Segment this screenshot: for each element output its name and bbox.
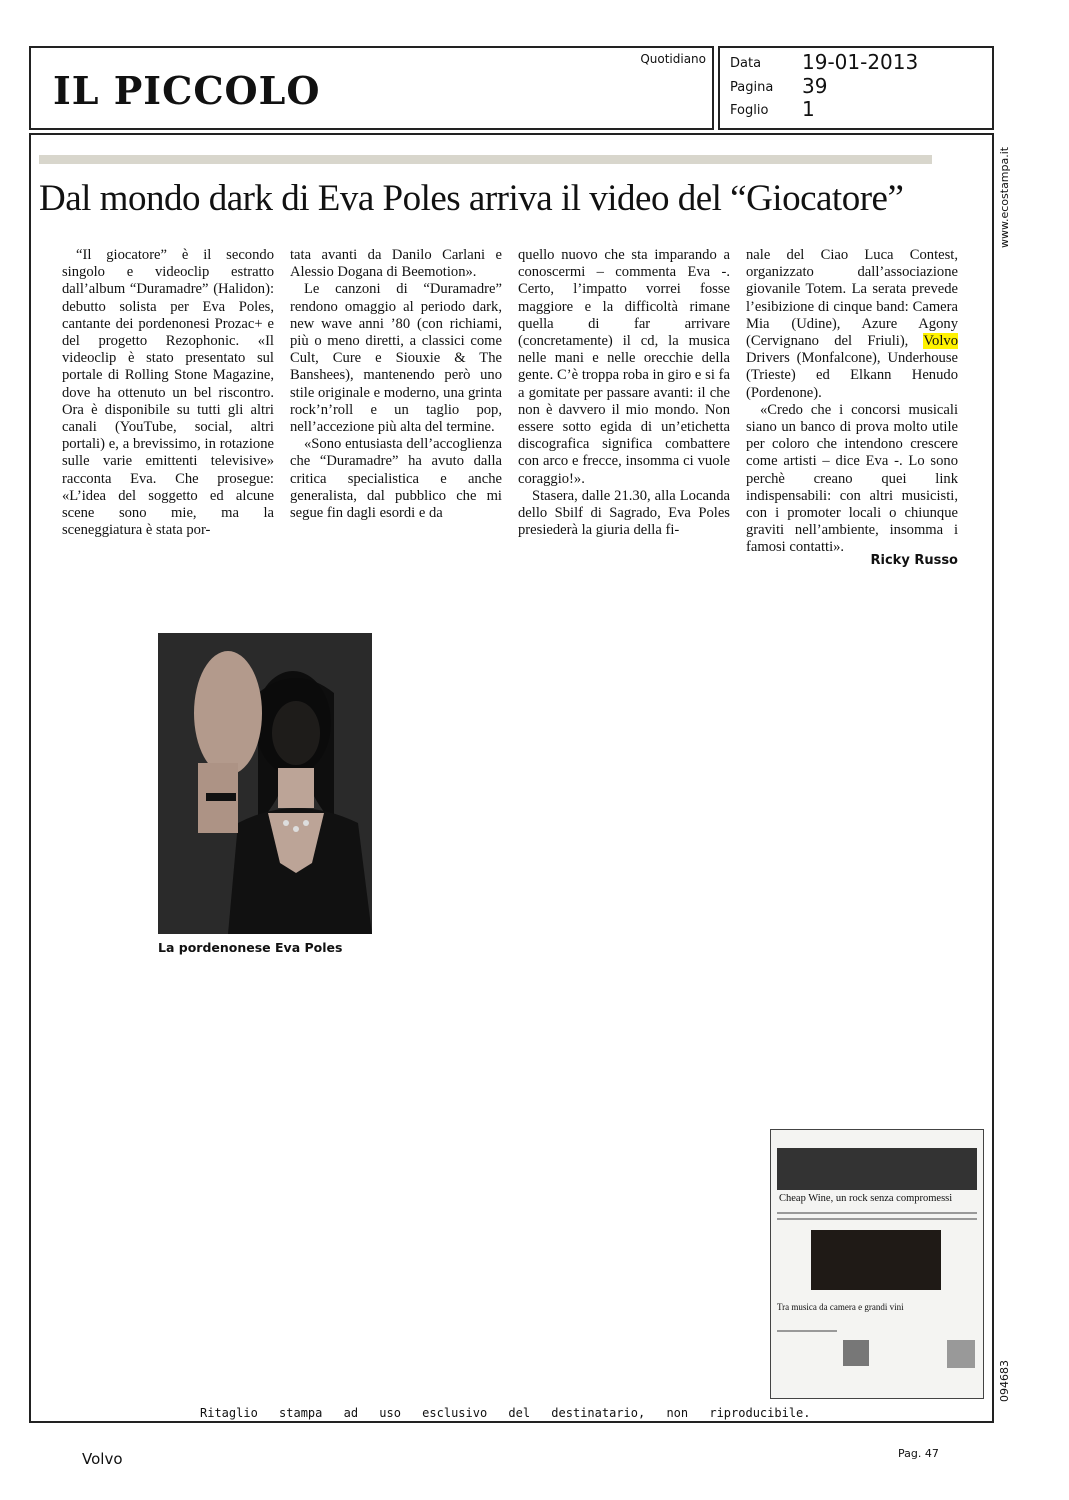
thumb-portrait — [843, 1340, 869, 1366]
photo-caption: La pordenonese Eva Poles — [158, 940, 343, 955]
footer-page-number: Pag. 47 — [898, 1447, 939, 1460]
publication-type: Quotidiano — [640, 52, 706, 66]
article-headline: Dal mondo dark di Eva Poles arriva il video del “Giocatore” — [39, 178, 904, 219]
paragraph: tata avanti da Danilo Carlani e Alessio Dogana di Beemotion». — [290, 247, 502, 281]
paragraph: Le canzoni di “Duramadre” rendono omaggio al periodo dark, new wave anni ’80 (con richiami, più o meno diretti, a classici come Cult, Cure e Siouxie & The Banshees), mantenendo però uno stile originale e moderno, una grinta rock’n’roll e un taglio pop, nell’accezione più alta del termine. — [290, 281, 502, 436]
thumb-headline: Cheap Wine, un rock senza compromessi — [779, 1193, 953, 1204]
meta-page — [730, 74, 828, 98]
meta-sheet — [730, 97, 815, 121]
paragraph: «Credo che i concorsi musicali siano un banco di prova molto utile per coloro che intendono crescere come artisti – dice Eva -. Lo sono perchè creano quei link indispensabili: con altri musicisti, con i promoter locali o chiunque graviti nell’ambiente, insomma i famosi contatti». — [746, 401, 958, 556]
meta-sheet-value: 1 — [802, 97, 815, 121]
thumb-text-line — [777, 1212, 977, 1214]
article-column-4 — [746, 247, 958, 557]
meta-page-label: Pagina — [730, 80, 774, 95]
thumb-subhead: Tra musica da camera e grandi vini — [777, 1302, 904, 1312]
meta-panel — [718, 46, 994, 130]
article-column-2 — [290, 247, 502, 522]
meta-sheet-label: Foglio — [730, 103, 769, 118]
thumb-block — [777, 1148, 977, 1190]
article-clipping — [29, 133, 994, 1423]
top-rule — [39, 155, 932, 164]
newspaper-logo: IL PICCOLO — [53, 68, 321, 113]
article-photo — [158, 633, 372, 934]
paragraph: Stasera, dalle 21.30, alla Locanda dello Sbilf di Sagrado, Eva Poles presiederà la giuria della fi- — [518, 487, 730, 539]
thumb-photo — [811, 1230, 941, 1290]
thumb-text-line — [777, 1218, 977, 1220]
clipping-notice: Ritaglio stampa ad uso esclusivo del destinatario, non riproducibile. — [200, 1406, 811, 1420]
meta-page-value: 39 — [802, 74, 828, 98]
paragraph: nale del Ciao Luca Contest, organizzato dall’associazione giovanile Totem. La serata prevede l’esibizione di cinque band: Camera Mia (Udine), Azure Agony (Cervignano del Friuli), Volvo Drivers (Monfalcone), Underhouse (Trieste) ed Elkann Henudo (Pordenone). — [746, 247, 958, 401]
article-author: Ricky Russo — [870, 553, 958, 568]
thumb-portrait — [947, 1340, 975, 1368]
article-column-1 — [62, 247, 274, 539]
side-code: 094683 — [998, 1360, 1011, 1402]
article-column-3 — [518, 247, 730, 539]
masthead — [29, 46, 714, 130]
paragraph: quello nuovo che sta imparando a conoscermi – commenta Eva -. Certo, l’impatto vorrei fosse maggiore e la difficoltà rimane quella di far arrivare (concretamente) il cd, la musica nelle mani e nelle orecchie della gente. C’è troppa roba in giro e si fa a gomitate per passare avanti: il che non è davvero il mio mondo. Non essere sotto egida di un’etichetta discografica significa combattere con arco e frecce, insomma ci vuole coraggio!». — [518, 247, 730, 487]
thumb-text-line — [777, 1330, 837, 1332]
meta-date-value: 19-01-2013 — [802, 50, 919, 74]
meta-date — [730, 50, 919, 74]
highlighted-keyword: Volvo — [923, 333, 958, 350]
footer-keyword: Volvo — [82, 1450, 123, 1468]
side-site: www.ecostampa.it — [998, 146, 1011, 248]
paragraph: “Il giocatore” è il secondo singolo e videoclip estratto dall’album “Duramadre” (Halidon): debutto solista per Eva Poles, cantante dei pordenonesi Prozac+ e del progetto Rezophonic. «Il videoclip è stato presentato sul portale di Rolling Stone Magazine, dove ha ottenuto un bel riscontro. Ora è disponibile su tutti gli altri canali (YouTube, social, altri portali) e, a brevissimo, in rotazione sulle varie emittenti televisive» racconta Eva. Che prosegue: «L’idea del soggetto ed alcune scene sono mie, ma la sceneggiatura è stata por- — [62, 247, 274, 539]
meta-date-label: Data — [730, 56, 762, 71]
paragraph: «Sono entusiasta dell’accoglienza che “Duramadre” ha avuto dalla critica specialistica e anche generalista, dal pubblico che mi segue fin dagli esordi e da — [290, 436, 502, 522]
photo-illustration — [158, 633, 372, 934]
page-thumbnail — [770, 1129, 984, 1399]
